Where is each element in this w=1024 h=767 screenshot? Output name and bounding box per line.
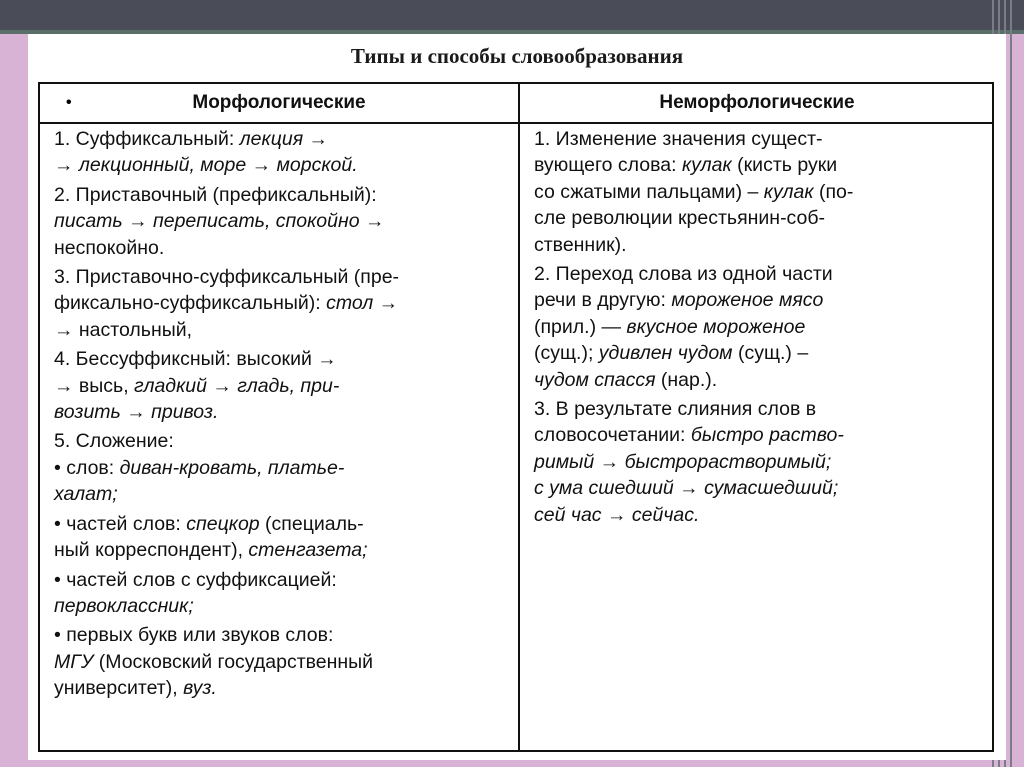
text-line: сле революции крестьянин-соб- <box>534 207 826 230</box>
text-line: → настольный, <box>54 318 193 341</box>
text-line: (прил.) — вкусное мороженое <box>534 315 806 338</box>
header-morphological: Морфологические <box>192 92 366 113</box>
column-divider <box>518 84 520 750</box>
stray-dot: • <box>66 94 72 111</box>
text-line: неспокойно. <box>54 236 165 259</box>
header-divider <box>40 122 992 124</box>
text-line: • частей слов с суффиксацией: <box>54 568 337 591</box>
text-line: возить → привоз. <box>54 401 219 424</box>
text-line: речи в другую: мороженое мясо <box>534 289 824 312</box>
window-top-bar <box>0 0 1024 34</box>
text-line: (сущ.); удивлен чудом (сущ.) – <box>534 342 809 365</box>
text-line: халат; <box>54 483 118 506</box>
text-line: МГУ (Московский государственный <box>54 650 374 673</box>
page-title: Типы и способы словообразования <box>350 44 684 68</box>
text-line: 3. В результате слияния слов в <box>534 398 817 421</box>
text-line: фиксально-суффиксальный): стол → <box>54 292 399 315</box>
nonmorphological-cell <box>534 126 982 528</box>
text-line: 2. Приставочный (префиксальный): <box>54 183 377 206</box>
comparison-table <box>38 82 994 752</box>
text-line: чудом спасся (нар.). <box>534 368 718 391</box>
text-line: • частей слов: спецкор (специаль- <box>54 512 364 535</box>
text-line: 4. Бессуффиксный: высокий → <box>54 348 337 371</box>
header-nonmorphological: Неморфологические <box>659 92 855 113</box>
text-line: римый → быстрорастворимый; <box>534 450 832 473</box>
text-line: • слов: диван-кровать, платье- <box>54 456 345 479</box>
text-line: → высь, гладкий → гладь, при- <box>54 374 340 397</box>
text-line: ственник). <box>534 233 627 256</box>
text-line: 3. Приставочно-суффиксальный (пре- <box>54 266 400 289</box>
text-line: университет), вуз. <box>54 677 217 700</box>
text-line: писать → переписать, спокойно → <box>54 210 385 233</box>
text-line: ный корреспондент), стенгазета; <box>54 539 368 562</box>
text-line: сей час → сейчас. <box>534 503 700 526</box>
text-line: → лекционный, море → морской. <box>54 154 358 177</box>
text-line: со сжатыми пальцами) – кулак (по- <box>534 180 854 203</box>
text-line: 1. Изменение значения сущест- <box>534 128 823 150</box>
text-line: 2. Переход слова из одной части <box>534 263 833 286</box>
text-line: 5. Сложение: <box>54 430 174 453</box>
slide <box>28 34 1006 760</box>
text-line: с ума сшедший → сумасшедший; <box>534 477 839 500</box>
morphological-cell <box>54 126 506 702</box>
text-line: • первых букв или звуков слов: <box>54 624 334 647</box>
text-line: первоклассник; <box>54 594 194 617</box>
text-line: 1. Суффиксальный: лекция → <box>54 128 329 150</box>
text-line: вующего слова: кулак (кисть руки <box>534 154 838 177</box>
text-line: словосочетании: быстро раство- <box>534 424 844 447</box>
